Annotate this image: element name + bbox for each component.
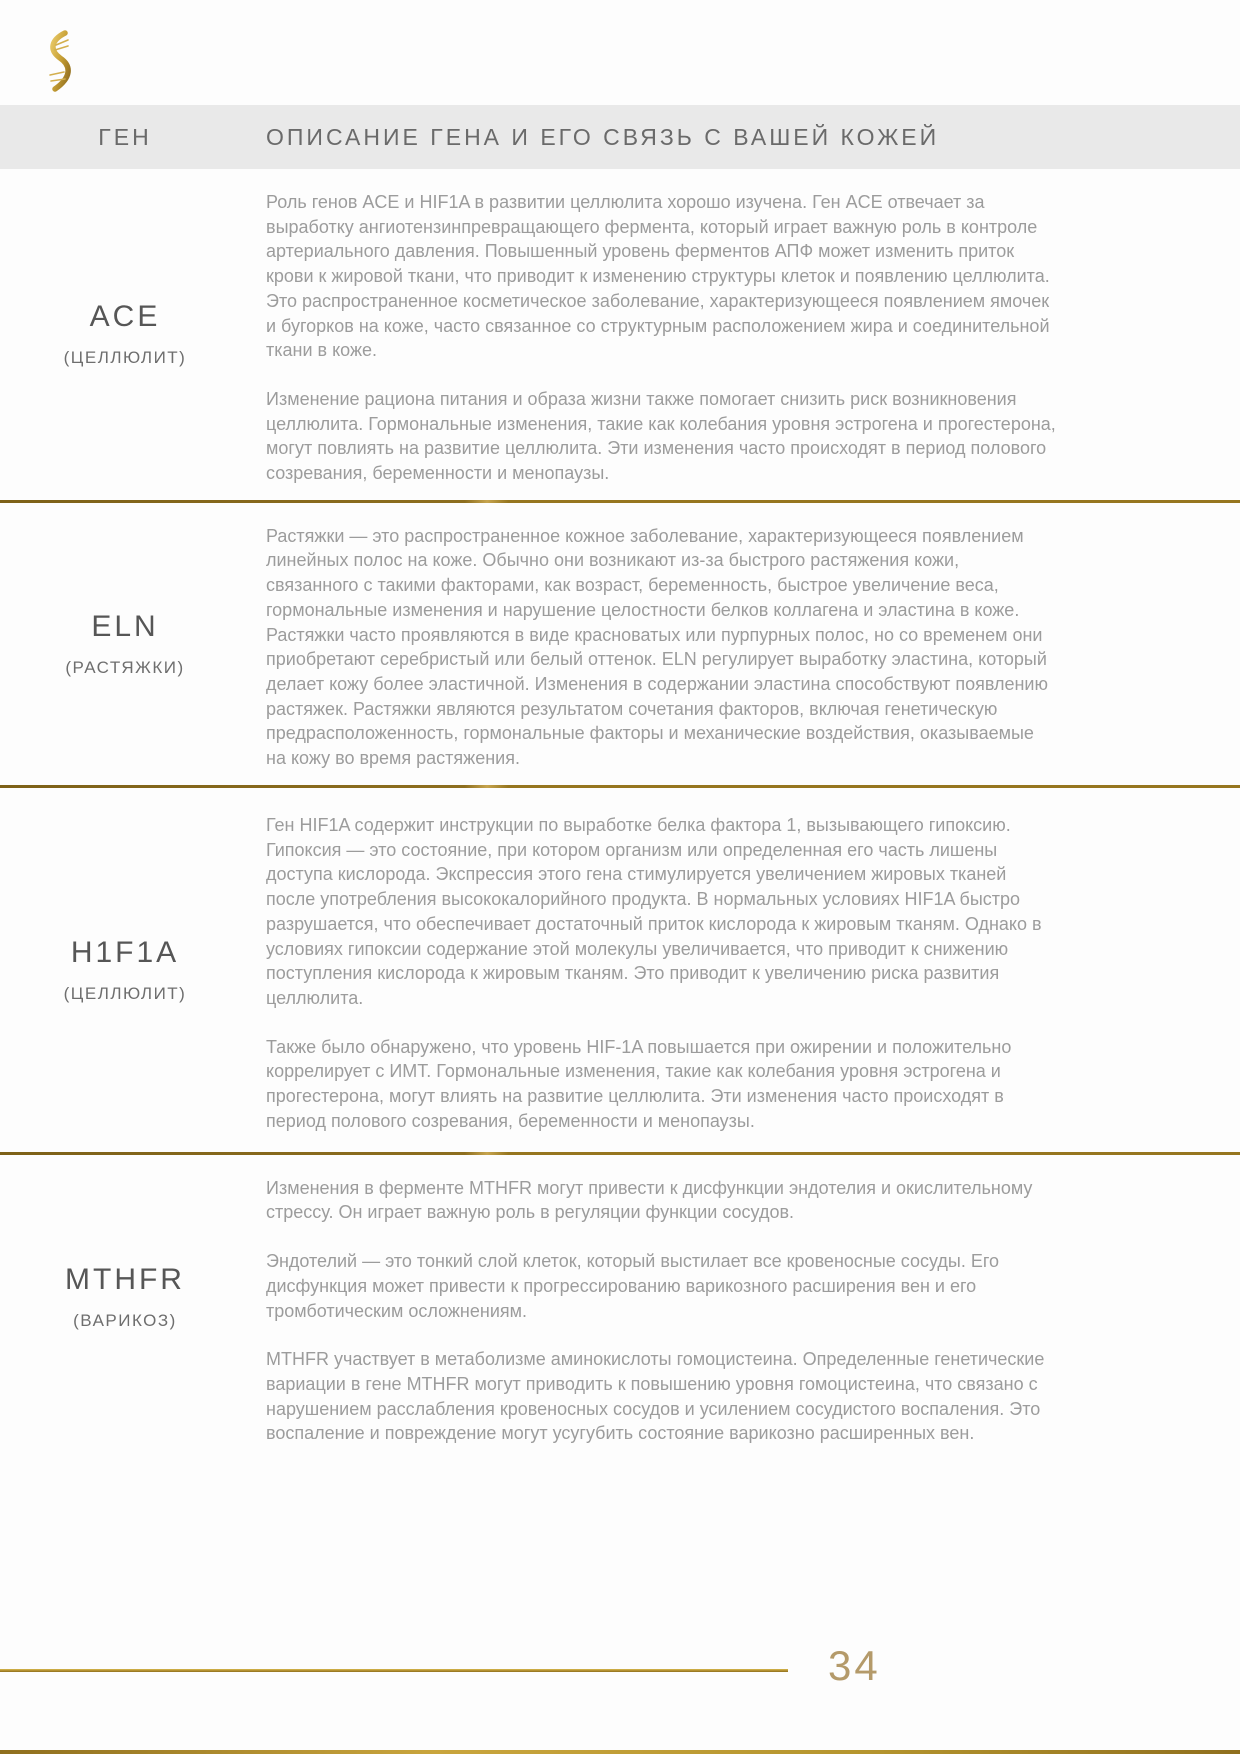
gene-description	[250, 1155, 1062, 1460]
description-paragraph: Ген HIF1A содержит инструкции по выработке белка фактора 1, вызывающего гипоксию. Гипоксия — это состояние, при котором организм или определенная его часть лишены доступа кислорода. Экспрессия этого гена стимулируется увеличением жировых тканей после употребления высококалорийного продукта. В нормальных условиях HIF1A быстро разрушается, что обеспечивает достаточный приток кислорода к жировым тканям. Однако в условиях гипоксии содержание этой молекулы увеличивается, что приводит к снижению поступления кислорода к жировым тканям. Это приводит к увеличению риска развития целлюлита.	[266, 815, 1042, 1008]
gene-name: ACE	[89, 300, 161, 334]
page-number: 34	[828, 1642, 881, 1689]
dna-helix-logo-icon	[42, 30, 74, 94]
table-row-eln	[0, 500, 1240, 785]
gene-cell	[0, 610, 250, 678]
table-row-h1f1a	[0, 785, 1240, 1152]
gene-condition-label: (РАСТЯЖКИ)	[65, 657, 185, 677]
gene-table	[0, 169, 1240, 1592]
gene-description	[250, 792, 1062, 1147]
gene-cell	[0, 300, 250, 368]
description-paragraph: Также было обнаружено, что уровень HIF-1A повышается при ожирении и положительно коррелирует с ИМТ. Гормональные изменения, такие как колебания уровня эстрогена и прогестерона, могут влиять на развитие целлюлита. Эти изменения часто происходят в период полового созревания, беременности и менопаузы.	[266, 1036, 1012, 1131]
gene-name: H1F1A	[70, 935, 180, 969]
description-paragraph: Изменения в ферменте MTHFR могут привести к дисфункции эндотелия и окислительному стрессу. Он играет важную роль в регуляции функции сосудов.	[266, 1177, 1033, 1223]
description-paragraph: Изменение рациона питания и образа жизни также помогает снизить риск возникновения целлюлита. Гормональные изменения, такие как колебания уровня эстрогена и прогестерона, могут повлиять на развитие целлюлита. Эти изменения часто происходят в период полового созревания, беременности и менопаузы.	[266, 388, 1056, 484]
gene-cell	[0, 936, 250, 1004]
description-paragraph: Эндотелий — это тонкий слой клеток, который выстилает все кровеносные сосуды. Его дисфункция может привести к прогрессированию варикозного расширения вен и его тромботическим осложнениям.	[266, 1251, 1000, 1321]
table-row-ace	[0, 169, 1240, 500]
description-column-header: ОПИСАНИЕ ГЕНА И ЕГО СВЯЗЬ С ВАШЕЙ КОЖЕЙ	[266, 123, 940, 150]
bottom-gold-border	[0, 1750, 1240, 1754]
gene-name: MTHFR	[65, 1262, 185, 1296]
gene-name: ELN	[91, 609, 159, 643]
footer-divider-line	[0, 1669, 788, 1672]
description-paragraph: Растяжки — это распространенное кожное заболевание, характеризующееся появлением линейных полос на коже. Обычно они возникают из-за быстрого растяжения кожи, связанного с такими факторами, как возраст, беременность, быстрое увеличение веса, гормональные изменения и нарушение целостности белков коллагена и эластина в коже. Растяжки часто проявляются в виде красноватых или пурпурных полос, но со временем они приобретают серебристый или белый оттенок. ELN регулирует выработку эластина, который делает кожу более эластичной. Изменения в содержании эластина способствуют появлению растяжек. Растяжки являются результатом сочетания факторов, включая генетическую предрасположенность, гормональные факторы и механические воздействия, оказываемые на кожу во время растяжения.	[266, 525, 1048, 769]
gene-cell	[0, 1263, 250, 1331]
gene-column-header: ГЕН	[98, 123, 152, 150]
gene-condition-label: (ЦЕЛЛЮЛИТ)	[63, 348, 187, 368]
description-paragraph: MTHFR участвует в метаболизме аминокислоты гомоцистеина. Определенные генетические вариации в гене MTHFR могут приводить к повышению уровня гомоцистеина, что связано с нарушением расслабления кровеносных сосудов и усилением сосудистого воспаления. Это воспаление и повреждение могут усугубить состояние варикозно расширенных вен.	[266, 1349, 1045, 1444]
gene-description	[250, 169, 1062, 500]
gene-condition-label: (ЦЕЛЛЮЛИТ)	[63, 983, 187, 1003]
description-paragraph: Роль генов ACE и HIF1A в развитии целлюлита хорошо изучена. Ген ACE отвечает за выработку ангиотензинпревращающего фермента, который играет важную роль в контроле артериального давления. Повышенный уровень ферментов АПФ может изменить приток крови к жировой ткани, что приводит к изменению структуры клеток и появлению целлюлита. Это распространенное косметическое заболевание, характеризующееся появлением ямочек и бугорков на коже, часто связанное со структурным расположением жира и соединительной ткани в коже.	[266, 192, 1050, 361]
table-row-mthfr	[0, 1152, 1240, 1592]
table-header	[0, 105, 1240, 169]
gene-description	[250, 503, 1062, 785]
gene-condition-label: (ВАРИКОЗ)	[73, 1310, 177, 1330]
